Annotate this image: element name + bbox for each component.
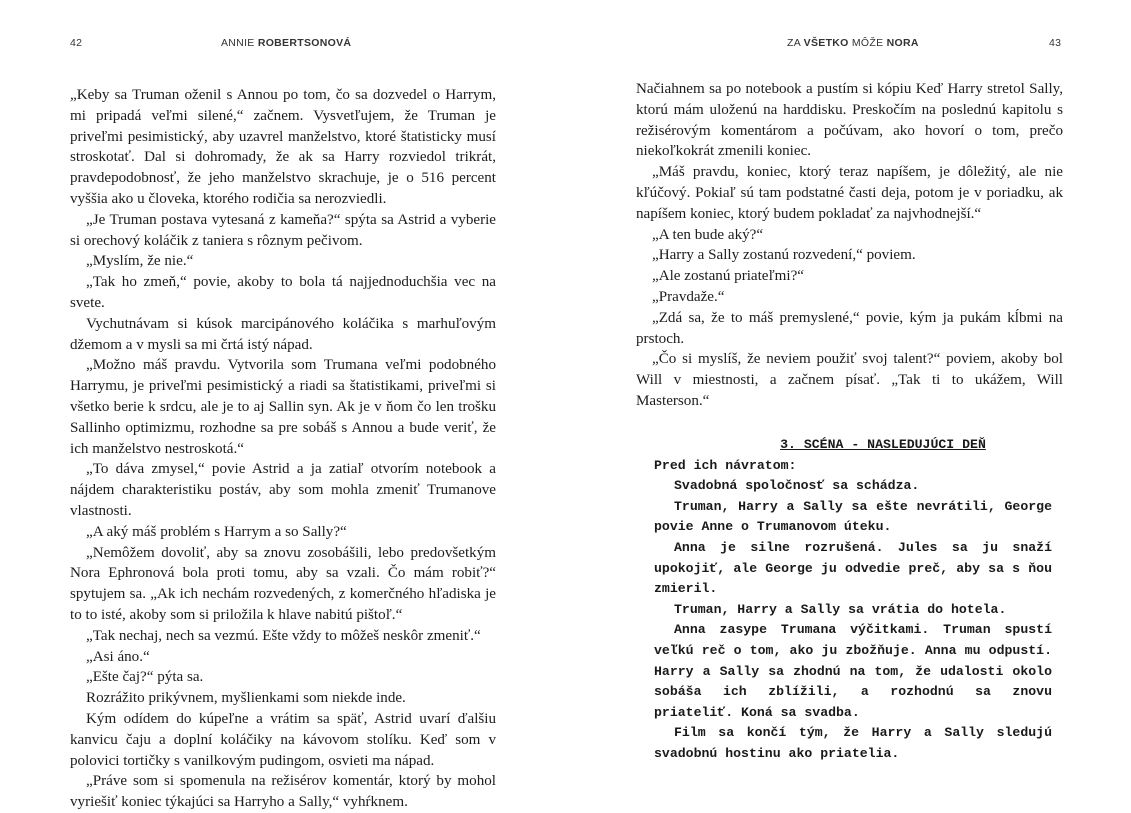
script-intro: Pred ich návratom: <box>654 457 797 473</box>
left-page-number: 42 <box>70 37 83 49</box>
left-page <box>0 0 565 811</box>
paragraph: Vychutnávam si kúsok marcipánového koláčika s marhuľovým džemom a v mysli sa mi črtá istý nápad. <box>70 315 496 353</box>
script-line: Anna je silne rozrušená. Jules sa ju snaží upokojiť, ale George ju odvedie preč, aby sa s ňou zmieril. <box>654 539 1052 597</box>
right-page-number: 43 <box>1049 37 1062 49</box>
running-header-author <box>221 37 351 49</box>
title-word: MÔŽE <box>851 37 884 49</box>
title-word: NORA <box>886 37 919 49</box>
paragraph: „Harry a Sally zostanú rozvedení,“ poviem. <box>652 247 916 264</box>
paragraph: „Asi áno.“ <box>86 648 150 665</box>
script-line: Truman, Harry a Sally sa vrátia do hotela. <box>674 601 1007 617</box>
scene-heading: 3. SCÉNA - NASLEDUJÚCI DEŇ <box>780 437 986 452</box>
paragraph: „Čo si myslíš, že neviem použiť svoj talent?“ poviem, akoby bol Will v miestnosti, a začnem písať. „Tak ti to ukážem, Will Masterson.“ <box>636 351 1063 409</box>
paragraph: „Tak ho zmeň,“ povie, akoby to bola tá najjednoduchšia vec na svete. <box>70 274 496 311</box>
script-line: Truman, Harry a Sally sa ešte nevrátili, George povie Anne o Trumanovom úteku. <box>654 498 1052 535</box>
paragraph: „Myslím, že nie.“ <box>86 253 194 270</box>
paragraph: „Je Truman postava vytesaná z kameňa?“ spýta sa Astrid a vyberie si orechový koláčik z taniera s rôznym pečivom. <box>70 211 496 249</box>
paragraph: „Možno máš pravdu. Vytvorila som Trumana veľmi podobného Harrymu, je priveľmi pesimistický a riadi sa štatistikami, priveľmi si všetko berie k srdcu, ale je to aj Sallin syn. Ak je v ňom čo len trošku Sallinho optimizmu, rozhodne sa pre sobáš s Annou a bude veriť, že ich manželstvo nestroskotá.“ <box>70 357 496 457</box>
left-body-text <box>70 85 496 813</box>
author-last-name: ROBERTSONOVÁ <box>257 37 352 49</box>
paragraph: „Ešte čaj?“ pýta sa. <box>86 669 204 686</box>
script-line: Anna zasype Trumana výčitkami. Truman spustí veľkú reč o tom, ako ju zbožňuje. Anna mu odpustí. Harry a Sally sa zhodnú na tom, že udalosti okolo sobáša ich zblížili, a rozhodnú sa znovu priateliť. Koná sa svadba. <box>654 622 1052 720</box>
paragraph: „Práve som si spomenula na režisérov komentár, ktorý by mohol vyriešiť koniec týkajúci sa Harryho a Sally,“ vyhŕknem. <box>70 773 496 811</box>
script-line: Svadobná spoločnosť sa schádza. <box>674 478 920 494</box>
screenplay-excerpt <box>654 435 1052 765</box>
paragraph: Rozrážito prikývnem, myšlienkami som niekde inde. <box>86 690 406 707</box>
paragraph: „Keby sa Truman oženil s Annou po tom, čo sa dozvedel o Harrym, mi pripadá veľmi silené,“ začnem. Vysvetľujem, že Truman je priveľmi pesimistický, aby uzavrel manželstvo, ktoré štatisticky musí stroskotať. Dal si dohromady, že ak sa Harry rozviedol trikrát, pravdepodobnosť, že jeho manželstvo skrachuje, je o 516 percent vyššia ako u človeka, ktorého rodičia sa nerozviedli. <box>70 87 496 207</box>
paragraph: „A aký máš problém s Harrym a so Sally?“ <box>86 523 347 540</box>
paragraph: „Pravdaže.“ <box>652 288 725 305</box>
script-line: Film sa končí tým, že Harry a Sally sledujú svadobnú hostinu ako priatelia. <box>654 725 1052 761</box>
paragraph: Načiahnem sa po notebook a pustím si kópiu Keď Harry stretol Sally, ktorú mám uloženú na harddisku. Preskočím na poslednú kapitolu s režisérovým komentárom a počúvam, ako hovorí o tom, prečo niekoľkokrát zmenili koniec. <box>636 81 1063 160</box>
paragraph: Kým odídem do kúpeľne a vrátim sa späť, Astrid uvarí ďalšiu kanvicu čaju a doplní koláčiky na kávovom stolíku. Keď som v polovici tortičky s vanilkovým pudingom, osvieti ma nápad. <box>70 710 496 769</box>
paragraph: „Tak nechaj, nech sa vezmú. Ešte vždy to môžeš neskôr zmeniť.“ <box>86 627 481 644</box>
paragraph: „To dáva zmysel,“ povie Astrid a ja zatiaľ otvorím notebook a nájdem charakteristiku postáv, aby som mohla zmeniť Trumanove vlastnosti. <box>70 461 496 519</box>
paragraph: „Ale zostanú priateľmi?“ <box>652 268 804 285</box>
paragraph: „Máš pravdu, koniec, ktorý teraz napíšem, je dôležitý, ale nie kľúčový. Pokiaľ sú tam podstatné časti deja, potom je v poriadku, ak napíšem koniec, ktorý budem pokladať za najvhodnejší.“ <box>636 164 1063 222</box>
paragraph: „Zdá sa, že to máš premyslené,“ povie, kým ja pukám kĺbmi na prstoch. <box>636 309 1063 347</box>
right-page <box>566 0 1131 800</box>
title-word: ZA <box>787 37 801 49</box>
right-body-text <box>636 79 1063 412</box>
title-word: VŠETKO <box>803 37 849 49</box>
paragraph: „Nemôžem dovoliť, aby sa znovu zosobášili, lebo predovšetkým Nora Ephronová bola proti tomu, aby sa vzali. Čo mám robiť?“ spytujem sa. „Ak ich nechám rozvedených, z komerčného hľadiska je to to isté, akoby som si priložila k hlave nabitú pištoľ.“ <box>70 544 496 623</box>
paragraph: „A ten bude aký?“ <box>652 226 764 243</box>
running-header-title <box>787 37 919 49</box>
author-first-name: ANNIE <box>221 37 255 49</box>
